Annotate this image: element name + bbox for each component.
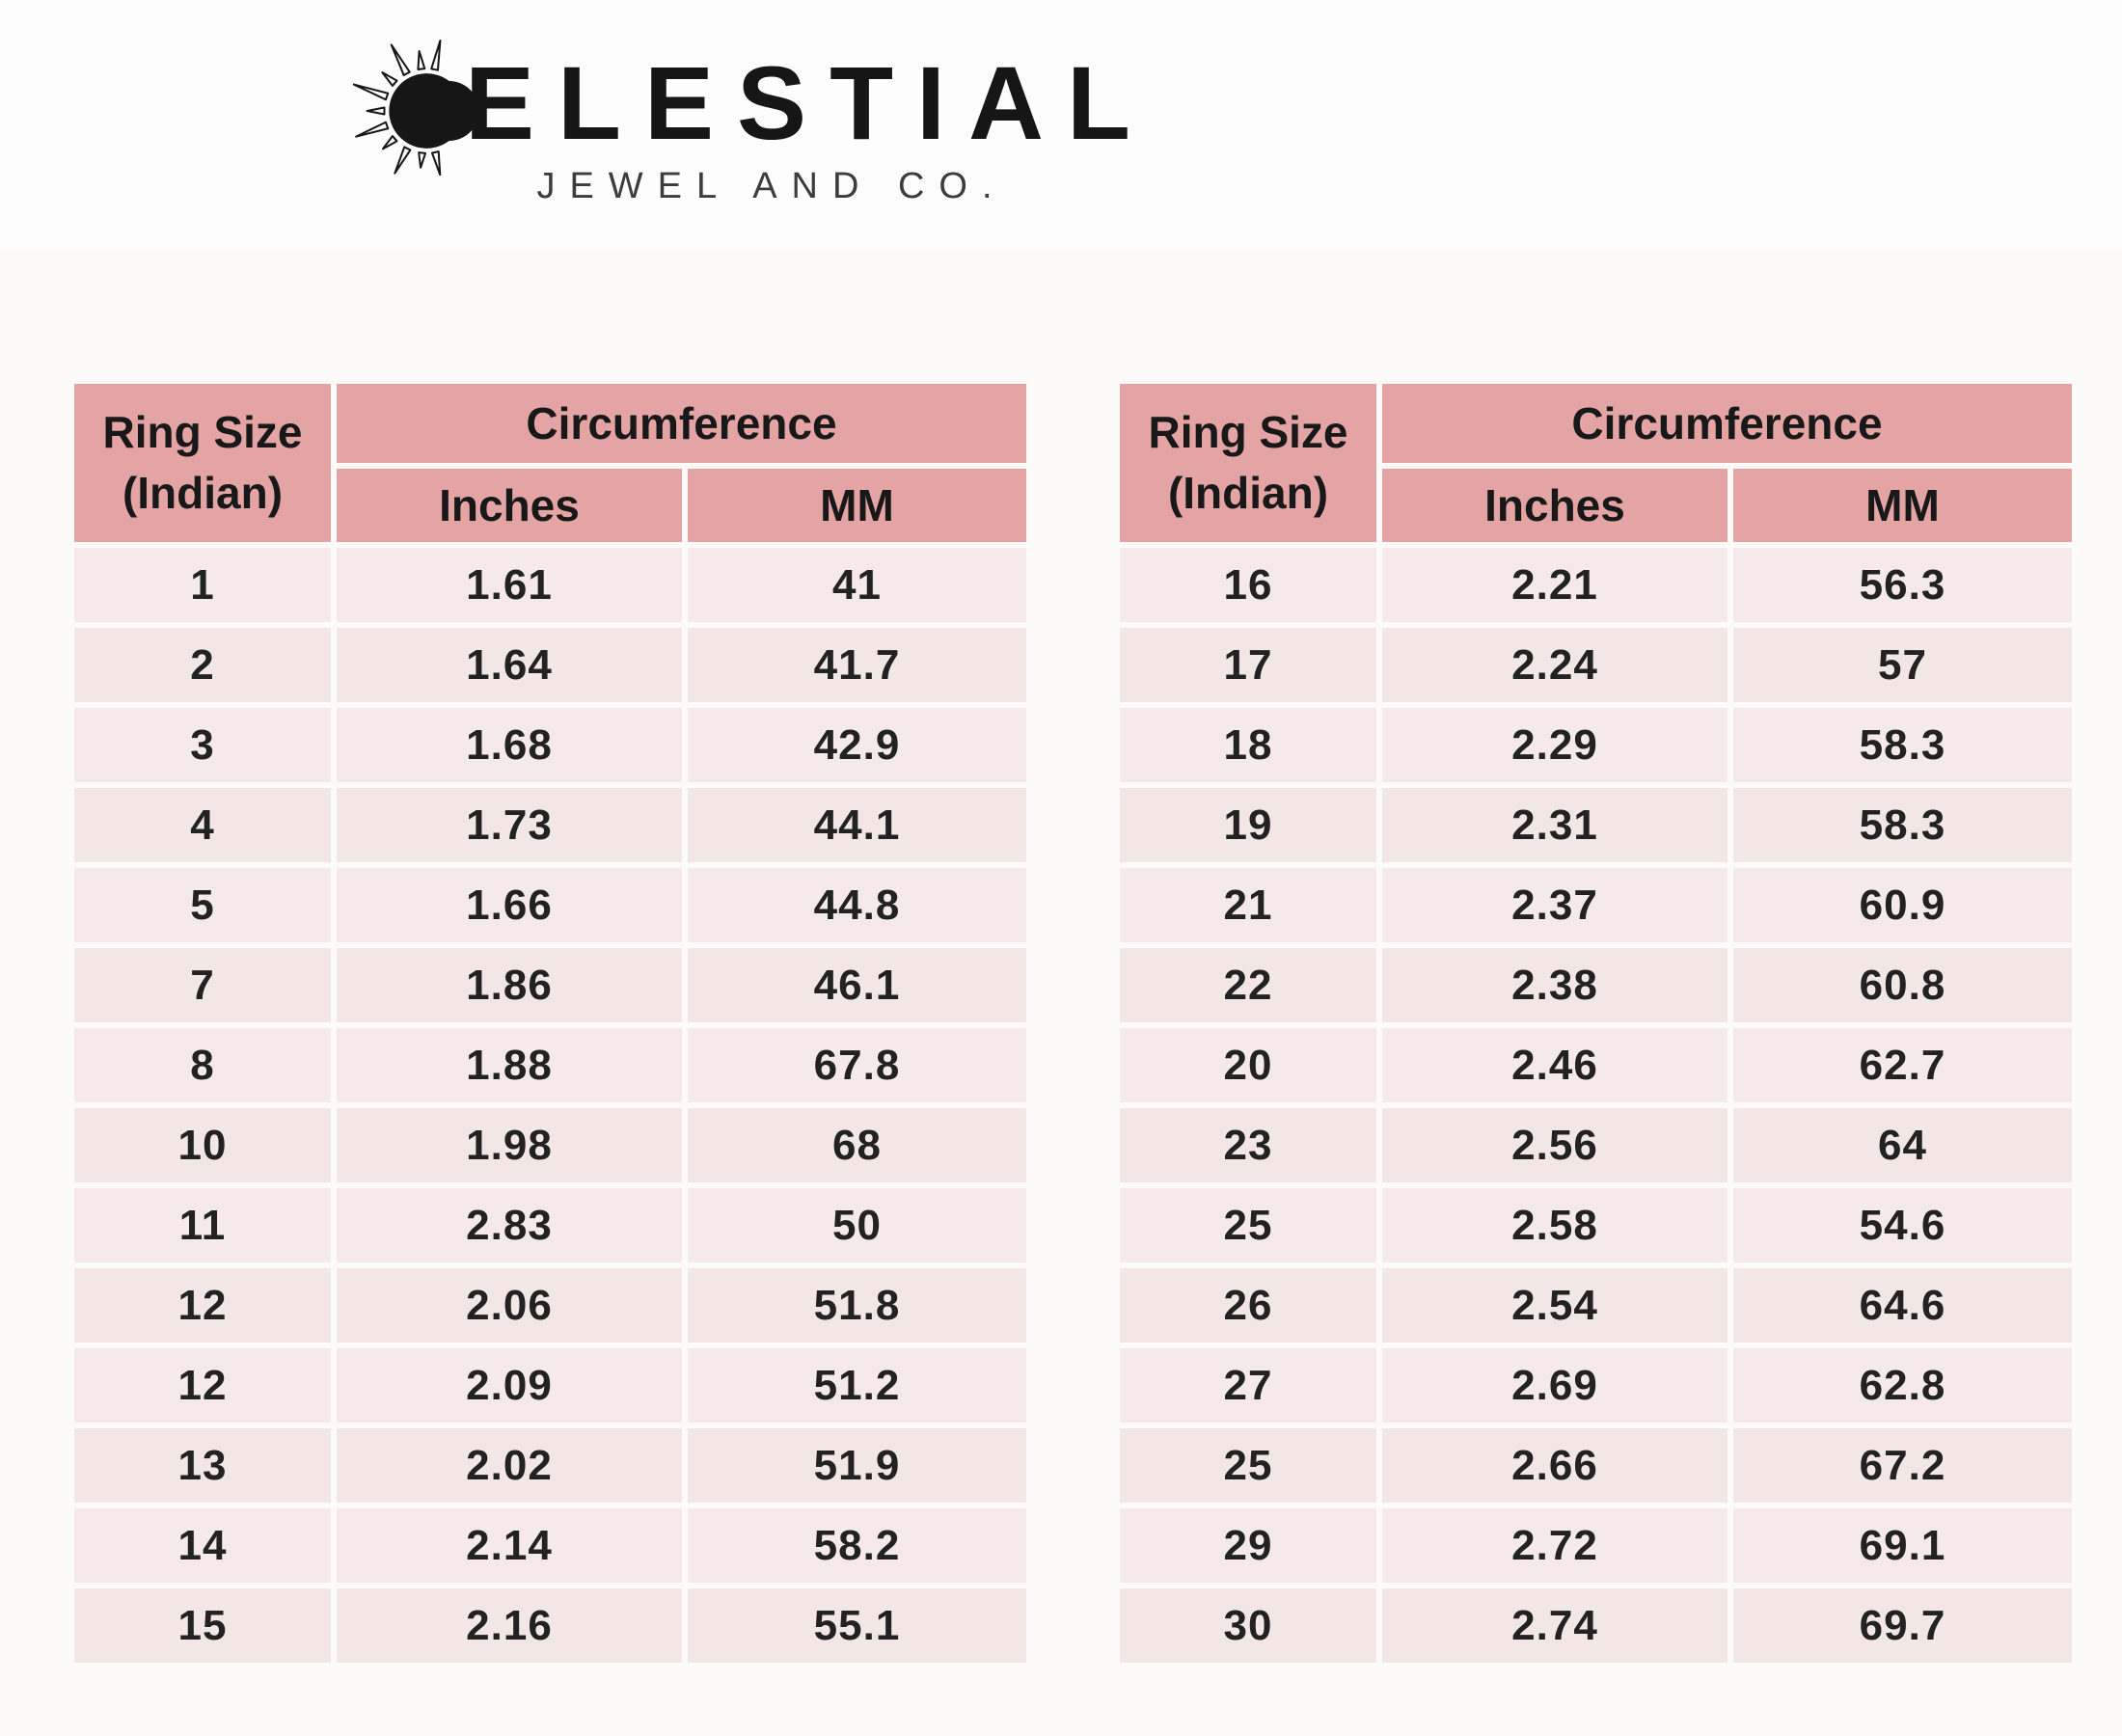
mm-header: MM (1733, 469, 2072, 542)
sun-ray (432, 151, 440, 175)
mm-cell: 58.3 (1733, 708, 2072, 782)
inches-cell: 1.88 (337, 1028, 682, 1102)
ring-size-cell: 12 (74, 1268, 331, 1343)
ring-size-label: Ring Size (102, 407, 303, 458)
ring-size-table-2 (1120, 384, 2072, 1663)
ring-size-cell: 8 (74, 1028, 331, 1102)
mm-cell: 58.2 (688, 1508, 1026, 1583)
mm-cell: 46.1 (688, 948, 1026, 1022)
sun-ray (418, 51, 424, 69)
ring-size-cell: 20 (1120, 1028, 1376, 1102)
ring-size-cell: 22 (1120, 948, 1376, 1022)
mm-cell: 64 (1733, 1108, 2072, 1182)
mm-cell: 41 (688, 548, 1026, 622)
mm-header: MM (688, 469, 1026, 542)
inches-cell: 2.09 (337, 1348, 682, 1423)
inches-cell: 2.21 (1382, 548, 1728, 622)
ring-size-column-header (1120, 384, 1376, 542)
mm-cell: 69.1 (1733, 1508, 2072, 1583)
inches-cell: 2.31 (1382, 788, 1728, 862)
inches-cell: 2.46 (1382, 1028, 1728, 1102)
inches-cell: 2.14 (337, 1508, 682, 1583)
mm-cell: 42.9 (688, 708, 1026, 782)
ring-size-cell: 10 (74, 1108, 331, 1182)
ring-size-cell: 3 (74, 708, 331, 782)
sun-ray (394, 147, 410, 173)
mm-cell: 51.8 (688, 1268, 1026, 1343)
inches-cell: 1.61 (337, 548, 682, 622)
inches-cell: 2.83 (337, 1188, 682, 1262)
mm-cell: 58.3 (1733, 788, 2072, 862)
mm-cell: 62.8 (1733, 1348, 2072, 1423)
inches-cell: 1.68 (337, 708, 682, 782)
mm-cell: 60.8 (1733, 948, 2072, 1022)
inches-header: Inches (337, 469, 682, 542)
inches-cell: 2.72 (1382, 1508, 1728, 1583)
mm-cell: 69.7 (1733, 1588, 2072, 1663)
inches-cell: 2.74 (1382, 1588, 1728, 1663)
ring-size-cell: 2 (74, 628, 331, 702)
mm-cell: 41.7 (688, 628, 1026, 702)
ring-size-cell: 14 (74, 1508, 331, 1583)
ring-size-cell: 1 (74, 548, 331, 622)
mm-cell: 67.8 (688, 1028, 1026, 1102)
inches-cell: 1.86 (337, 948, 682, 1022)
brand-subtitle: JEWEL AND CO. (536, 166, 1007, 206)
ring-size-cell: 30 (1120, 1588, 1376, 1663)
ring-size-cell: 16 (1120, 548, 1376, 622)
mm-cell: 55.1 (688, 1588, 1026, 1663)
ring-size-cell: 7 (74, 948, 331, 1022)
circumference-header: Circumference (337, 384, 1026, 463)
inches-cell: 2.54 (1382, 1268, 1728, 1343)
ring-size-cell: 17 (1120, 628, 1376, 702)
inches-cell: 2.69 (1382, 1348, 1728, 1423)
ring-size-cell: 5 (74, 868, 331, 942)
sun-ray (431, 41, 440, 70)
ring-size-cell: 19 (1120, 788, 1376, 862)
inches-cell: 2.66 (1382, 1428, 1728, 1503)
sun-ray (419, 152, 425, 168)
inches-cell: 1.73 (337, 788, 682, 862)
mm-cell: 68 (688, 1108, 1026, 1182)
inches-cell: 2.24 (1382, 628, 1728, 702)
inches-cell: 2.06 (337, 1268, 682, 1343)
ring-size-sublabel: (Indian) (122, 468, 284, 518)
ring-size-cell: 15 (74, 1588, 331, 1663)
ring-size-sublabel: (Indian) (1167, 468, 1329, 518)
mm-cell: 51.9 (688, 1428, 1026, 1503)
ring-size-cell: 26 (1120, 1268, 1376, 1343)
ring-size-label: Ring Size (1148, 407, 1348, 458)
ring-size-cell: 25 (1120, 1188, 1376, 1262)
sun-ray (367, 108, 385, 115)
ring-size-cell: 18 (1120, 708, 1376, 782)
ring-size-cell: 4 (74, 788, 331, 862)
mm-cell: 50 (688, 1188, 1026, 1262)
inches-cell: 2.38 (1382, 948, 1728, 1022)
inches-cell: 2.02 (337, 1428, 682, 1503)
ring-size-cell: 23 (1120, 1108, 1376, 1182)
mm-cell: 51.2 (688, 1348, 1026, 1423)
ring-size-cell: 12 (74, 1348, 331, 1423)
ring-size-cell: 27 (1120, 1348, 1376, 1423)
mm-cell: 64.6 (1733, 1268, 2072, 1343)
mm-cell: 44.8 (688, 868, 1026, 942)
brand-name: ELESTIAL (465, 44, 1155, 161)
inches-cell: 2.29 (1382, 708, 1728, 782)
ring-size-cell: 11 (74, 1188, 331, 1262)
mm-cell: 57 (1733, 628, 2072, 702)
mm-cell: 60.9 (1733, 868, 2072, 942)
mm-cell: 62.7 (1733, 1028, 2072, 1102)
inches-cell: 2.58 (1382, 1188, 1728, 1262)
ring-size-column-header (74, 384, 331, 542)
inches-header: Inches (1382, 469, 1728, 542)
circumference-header: Circumference (1382, 384, 2072, 463)
inches-cell: 2.37 (1382, 868, 1728, 942)
inches-cell: 1.66 (337, 868, 682, 942)
ring-size-cell: 21 (1120, 868, 1376, 942)
ring-size-cell: 25 (1120, 1428, 1376, 1503)
inches-cell: 2.16 (337, 1588, 682, 1663)
mm-cell: 67.2 (1733, 1428, 2072, 1503)
ring-size-cell: 13 (74, 1428, 331, 1503)
ring-size-table-1 (74, 384, 1026, 1663)
inches-cell: 2.56 (1382, 1108, 1728, 1182)
sun-ray (392, 44, 410, 74)
mm-cell: 54.6 (1733, 1188, 2072, 1262)
inches-cell: 1.64 (337, 628, 682, 702)
inches-cell: 1.98 (337, 1108, 682, 1182)
mm-cell: 44.1 (688, 788, 1026, 862)
mm-cell: 56.3 (1733, 548, 2072, 622)
brand-logo (0, 0, 2122, 251)
sun-ray (383, 136, 397, 149)
sun-ray (354, 85, 388, 100)
ring-size-cell: 29 (1120, 1508, 1376, 1583)
sun-ray (356, 122, 388, 137)
sun-ray (382, 72, 396, 86)
